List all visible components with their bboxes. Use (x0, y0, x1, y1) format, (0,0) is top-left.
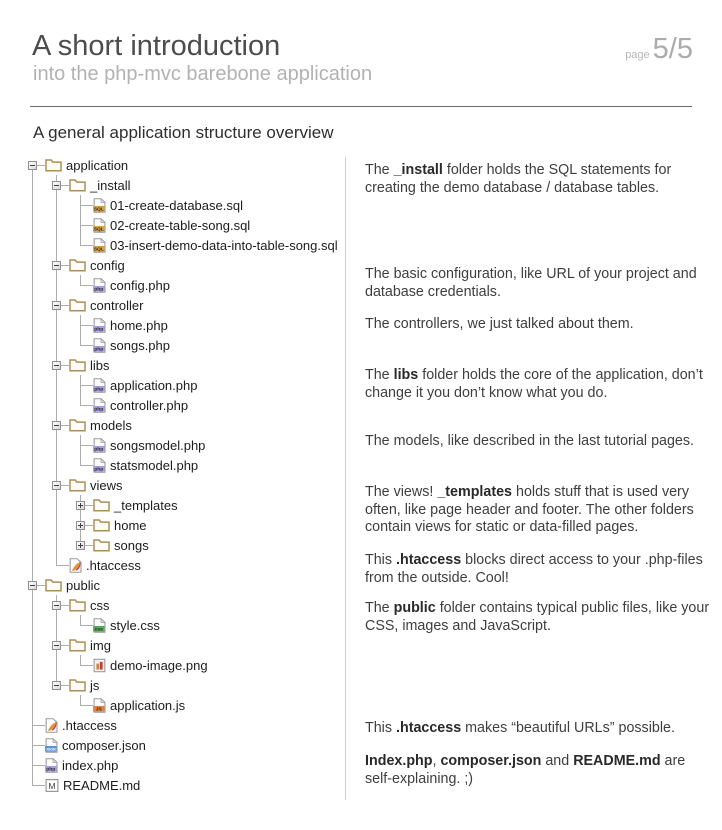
note-text: are self-explaining. ;) (365, 753, 686, 787)
tree-file-row[interactable] (0, 615, 345, 635)
tree-row-label: index.php (62, 757, 119, 773)
htaccess-file-icon (45, 718, 58, 733)
tree-line (80, 225, 93, 226)
note-text: The views! (365, 484, 438, 500)
tree-line (80, 375, 81, 385)
note-bold-text: README.md (573, 753, 661, 769)
tree-row-content (69, 595, 110, 615)
page-title: A short introduction (32, 30, 281, 62)
tree-folder-row[interactable] (0, 595, 345, 615)
svg-text:php: php (94, 407, 104, 413)
tree-line (56, 195, 57, 215)
php-file-icon (45, 758, 58, 773)
json-file-icon (45, 738, 58, 753)
tree-line (80, 195, 81, 205)
note-text: blocks direct access to your .php-files from the outside. Cool! (365, 552, 703, 586)
note-bold-text: libs (393, 367, 419, 383)
svg-text:SQL: SQL (93, 207, 104, 213)
tree-line (80, 385, 93, 386)
folder-icon (69, 638, 86, 652)
sql-file-icon (93, 198, 106, 213)
note-paragraph (365, 720, 712, 738)
tree-file-row[interactable] (0, 275, 345, 295)
tree-line (80, 465, 93, 466)
tree-folder-row[interactable] (0, 415, 345, 435)
tree-line (80, 215, 81, 225)
tree-row-label: controller.php (110, 397, 189, 413)
markdown-file-icon (45, 778, 59, 793)
tree-line (80, 235, 81, 245)
note-text: The (365, 367, 394, 383)
tree-row-label: 03-insert-demo-data-into-table-song.sql (110, 237, 338, 253)
minus-box-icon[interactable] (52, 481, 61, 490)
tree-row-label: controller (90, 297, 144, 313)
tree-line (80, 285, 93, 286)
tree-line (80, 655, 81, 665)
tree-row-content (69, 555, 141, 575)
tree-line (80, 245, 93, 246)
tree-file-row[interactable] (0, 555, 345, 575)
tree-line (56, 315, 57, 335)
tree-line (56, 535, 57, 555)
note-text: makes “beautiful URLs” possible. (461, 720, 675, 736)
tree-row-label: _install (90, 177, 131, 193)
tree-row-label: config.php (110, 277, 170, 293)
tree-row-content (69, 355, 110, 375)
note-bold-text: composer.json (440, 753, 542, 769)
tree-row-label: img (90, 637, 111, 653)
php-file-icon (93, 438, 106, 453)
tree-row-content (93, 655, 208, 675)
tree-line (56, 515, 57, 535)
note-text: folder holds the core of the application, don’t change it you don’t know what you do. (365, 367, 703, 401)
tree-line (56, 565, 69, 566)
php-file-icon (93, 318, 106, 333)
tree-row-label: songs (114, 537, 149, 553)
tree-file-row[interactable] (0, 235, 345, 255)
tree-row-label: application.php (110, 377, 198, 393)
tree-file-row[interactable] (0, 695, 345, 715)
tree-line (32, 745, 45, 746)
folder-icon (69, 178, 86, 192)
folder-icon (69, 678, 86, 692)
tree-line (32, 255, 33, 275)
minus-box-icon[interactable] (28, 161, 37, 170)
tree-row-label: views (90, 477, 123, 493)
tree-row-content (93, 435, 205, 455)
tree-row-content (93, 315, 168, 335)
tree-file-row[interactable] (0, 715, 345, 735)
tree-row-label: 01-create-database.sql (110, 197, 243, 213)
tree-row-label: libs (90, 357, 110, 373)
tree-folder-row[interactable] (0, 675, 345, 695)
note-bold-text: Index.php (365, 753, 433, 769)
tree-row-content (69, 635, 111, 655)
minus-box-icon[interactable] (52, 641, 61, 650)
section-heading: A general application structure overview (33, 123, 334, 142)
tree-line (32, 355, 33, 375)
tree-row-label: home (114, 517, 147, 533)
tree-line (80, 435, 81, 445)
tree-file-row[interactable] (0, 375, 345, 395)
tree-row-label: public (66, 577, 100, 593)
svg-text:SQL: SQL (93, 247, 104, 253)
file-tree (0, 155, 345, 795)
tree-row-content (69, 175, 130, 195)
tree-line (80, 395, 81, 405)
tree-line (80, 695, 81, 705)
tree-folder-row[interactable] (0, 575, 345, 595)
folder-icon (69, 358, 86, 372)
tree-line (56, 375, 57, 395)
page-word-label: page (625, 49, 650, 61)
note-text: The basic configuration, like URL of your project and database credentials. (365, 266, 697, 300)
tree-line (32, 495, 33, 515)
tree-row-label: songs.php (110, 337, 170, 353)
note-text: folder contains typical public files, like your CSS, images and JavaScript. (365, 600, 710, 634)
tree-row-label: README.md (63, 777, 141, 793)
tree-row-label: 02-create-table-song.sql (110, 217, 251, 233)
tree-file-row[interactable] (0, 455, 345, 475)
tree-line (56, 435, 57, 455)
tree-row-label: composer.json (62, 737, 146, 753)
minus-box-icon[interactable] (52, 601, 61, 610)
tree-line (32, 675, 33, 695)
svg-text:php: php (46, 767, 56, 773)
note-text: The (365, 600, 394, 616)
tree-folder-row[interactable] (0, 295, 345, 315)
sql-file-icon (93, 238, 106, 253)
minus-box-icon[interactable] (52, 301, 61, 310)
note-paragraph (365, 266, 712, 301)
folder-icon (69, 258, 86, 272)
svg-text:php: php (94, 387, 104, 393)
note-paragraph (365, 552, 712, 587)
note-bold-text: public (393, 600, 436, 616)
tree-row-label: .htaccess (62, 717, 117, 733)
tree-line (32, 475, 33, 495)
tree-line (32, 315, 33, 335)
tree-file-row[interactable] (0, 215, 345, 235)
tree-line (32, 735, 33, 745)
tree-line (80, 315, 81, 325)
tree-file-row[interactable] (0, 735, 345, 755)
tree-row-label: application (66, 157, 129, 173)
tree-folder-row[interactable] (0, 175, 345, 195)
tree-line (56, 495, 57, 515)
page-subtitle: into the php-mvc barebone application (33, 63, 373, 85)
tree-line (32, 515, 33, 535)
folder-icon (69, 478, 86, 492)
tree-line (56, 615, 57, 635)
tree-line (32, 765, 45, 766)
tree-row-label: home.php (110, 317, 168, 333)
tree-line (32, 765, 33, 775)
php-file-icon (93, 338, 106, 353)
tree-row-content (93, 495, 178, 515)
tree-row-content (93, 455, 198, 475)
tree-line (32, 335, 33, 355)
htaccess-file-icon (69, 558, 82, 573)
tree-folder-row[interactable] (0, 475, 345, 495)
tree-row-content (45, 715, 117, 735)
note-text: , (432, 753, 441, 769)
tree-line (32, 215, 33, 235)
note-text: holds stuff that is used very often, like page header and footer. The other folders contain views for static or data-filled pages. (365, 484, 694, 536)
tree-row-content (45, 155, 128, 175)
tree-line (80, 455, 81, 465)
tree-folder-row[interactable] (0, 255, 345, 275)
tree-row-content (69, 255, 125, 275)
tree-line (32, 785, 45, 786)
tree-row-content (93, 335, 170, 355)
tree-row-content (69, 475, 123, 495)
tree-line (80, 625, 93, 626)
svg-text:M: M (48, 780, 56, 791)
svg-text:php: php (94, 327, 104, 333)
tree-line (56, 395, 57, 415)
tree-row-label: css (90, 597, 110, 613)
svg-text:JSON: JSON (45, 747, 56, 752)
tree-row-content (45, 575, 100, 595)
image-file-icon (93, 658, 106, 673)
tree-line (80, 325, 81, 335)
tree-line (32, 655, 33, 675)
tree-row-label: demo-image.png (110, 657, 208, 673)
tree-file-row[interactable] (0, 395, 345, 415)
folder-icon (93, 538, 110, 552)
plus-box-icon[interactable] (76, 501, 85, 510)
note-text: This (365, 720, 396, 736)
note-text: This (365, 552, 396, 568)
tree-line (80, 385, 81, 395)
sql-file-icon (93, 218, 106, 233)
tree-row-label: style.css (110, 617, 160, 633)
tree-line (56, 555, 57, 565)
minus-box-icon[interactable] (52, 261, 61, 270)
tree-row-content (93, 395, 188, 415)
tree-row-label: statsmodel.php (110, 457, 199, 473)
tree-line (32, 755, 33, 765)
tree-line (32, 775, 33, 785)
plus-box-icon[interactable] (76, 521, 85, 530)
tree-line (32, 175, 33, 195)
tree-row-content (93, 195, 243, 215)
tree-row-content (69, 295, 143, 315)
tree-line (56, 215, 57, 235)
plus-box-icon[interactable] (76, 541, 85, 550)
tree-line (80, 345, 93, 346)
tree-file-row[interactable] (0, 195, 345, 215)
tree-folder-row[interactable] (0, 355, 345, 375)
tree-line (32, 375, 33, 395)
note-bold-text: .htaccess (395, 720, 462, 736)
tree-file-row[interactable] (0, 755, 345, 775)
tree-line (32, 615, 33, 635)
folder-icon (93, 498, 110, 512)
note-bold-text: .htaccess (395, 552, 462, 568)
page-number: 5/5 (652, 33, 693, 65)
tree-row-content (93, 615, 160, 635)
svg-text:php: php (94, 347, 104, 353)
tree-line (32, 415, 33, 435)
tree-line (80, 225, 81, 235)
php-file-icon (93, 278, 106, 293)
svg-text:SQL: SQL (93, 227, 104, 233)
note-paragraph (365, 316, 712, 334)
tree-line (56, 335, 57, 355)
tree-line (32, 745, 33, 755)
tree-file-row[interactable] (0, 335, 345, 355)
tree-line (80, 325, 93, 326)
note-bold-text: _templates (437, 484, 513, 500)
minus-box-icon[interactable] (52, 361, 61, 370)
php-file-icon (93, 458, 106, 473)
tree-file-row[interactable] (0, 315, 345, 335)
tree-line (80, 275, 81, 285)
note-text: and (541, 753, 574, 769)
tree-line (32, 715, 33, 725)
tree-line (32, 595, 33, 615)
svg-text:css: css (94, 627, 103, 633)
tree-line (56, 275, 57, 295)
tree-row-content (93, 515, 147, 535)
note-text: The models, like described in the last tutorial pages. (365, 433, 695, 449)
tree-line (80, 205, 93, 206)
note-paragraph (365, 433, 712, 451)
notes-column (365, 0, 712, 830)
tree-row-content (45, 775, 140, 795)
tree-line (32, 555, 33, 575)
note-paragraph (365, 162, 712, 197)
folder-icon (93, 518, 110, 532)
tree-line (80, 405, 93, 406)
php-file-icon (93, 398, 106, 413)
tree-line (32, 635, 33, 655)
tree-line (56, 455, 57, 475)
tree-row-content (93, 535, 149, 555)
tree-line (80, 205, 81, 215)
tree-row-content (93, 275, 170, 295)
note-bold-text: _install (393, 162, 443, 178)
js-file-icon (93, 698, 106, 713)
tree-line (80, 615, 81, 625)
tree-line (80, 705, 93, 706)
folder-icon (69, 598, 86, 612)
minus-box-icon[interactable] (52, 181, 61, 190)
tree-row-label: application.js (110, 697, 186, 713)
tree-line (80, 445, 93, 446)
svg-text:php: php (94, 287, 104, 293)
folder-icon (69, 298, 86, 312)
tree-line (32, 295, 33, 315)
tree-file-row[interactable] (0, 655, 345, 675)
note-text: The (365, 162, 394, 178)
tree-row-label: songsmodel.php (110, 437, 206, 453)
php-file-icon (93, 378, 106, 393)
tree-row-content (45, 755, 118, 775)
tree-row-content (93, 695, 185, 715)
minus-box-icon[interactable] (52, 421, 61, 430)
tree-folder-row[interactable] (0, 515, 345, 535)
minus-box-icon[interactable] (28, 581, 37, 590)
tree-row-label: config (90, 257, 125, 273)
note-paragraph (365, 753, 712, 788)
folder-icon (45, 578, 62, 592)
tree-line (56, 235, 57, 255)
tree-row-content (69, 675, 99, 695)
tree-file-row[interactable] (0, 775, 345, 795)
tree-line (80, 445, 81, 455)
tree-line (80, 665, 93, 666)
tree-folder-row[interactable] (0, 495, 345, 515)
column-divider (345, 157, 346, 800)
tree-folder-row[interactable] (0, 535, 345, 555)
note-paragraph (365, 600, 712, 635)
tree-line (32, 195, 33, 215)
tree-row-content (45, 735, 146, 755)
svg-text:php: php (94, 447, 104, 453)
tree-row-label: models (90, 417, 132, 433)
tree-folder-row[interactable] (0, 635, 345, 655)
tree-line (32, 725, 45, 726)
folder-icon (69, 418, 86, 432)
tree-line (32, 695, 33, 715)
tree-row-content (93, 375, 197, 395)
tree-row-content (93, 215, 250, 235)
note-paragraph (365, 367, 712, 402)
tree-line (32, 725, 33, 735)
tree-folder-row[interactable] (0, 155, 345, 175)
css-file-icon (93, 618, 106, 633)
svg-text:php: php (94, 467, 104, 473)
tree-line (32, 535, 33, 555)
folder-icon (45, 158, 62, 172)
tree-line (80, 335, 81, 345)
svg-text:JS: JS (95, 707, 102, 713)
tree-line (32, 395, 33, 415)
tree-line (56, 655, 57, 675)
note-text: folder holds the SQL statements for creating the demo database / database tables. (365, 162, 672, 196)
tree-row-content (93, 235, 338, 255)
tree-line (32, 235, 33, 255)
tree-line (32, 435, 33, 455)
minus-box-icon[interactable] (52, 681, 61, 690)
note-paragraph (365, 484, 712, 537)
tree-file-row[interactable] (0, 435, 345, 455)
tree-row-label: .htaccess (86, 557, 141, 573)
tree-row-label: _templates (114, 497, 178, 513)
tree-row-content (69, 415, 132, 435)
tree-row-label: js (90, 677, 100, 693)
note-text: The controllers, we just talked about them. (365, 316, 634, 332)
tree-line (32, 455, 33, 475)
tree-line (32, 275, 33, 295)
